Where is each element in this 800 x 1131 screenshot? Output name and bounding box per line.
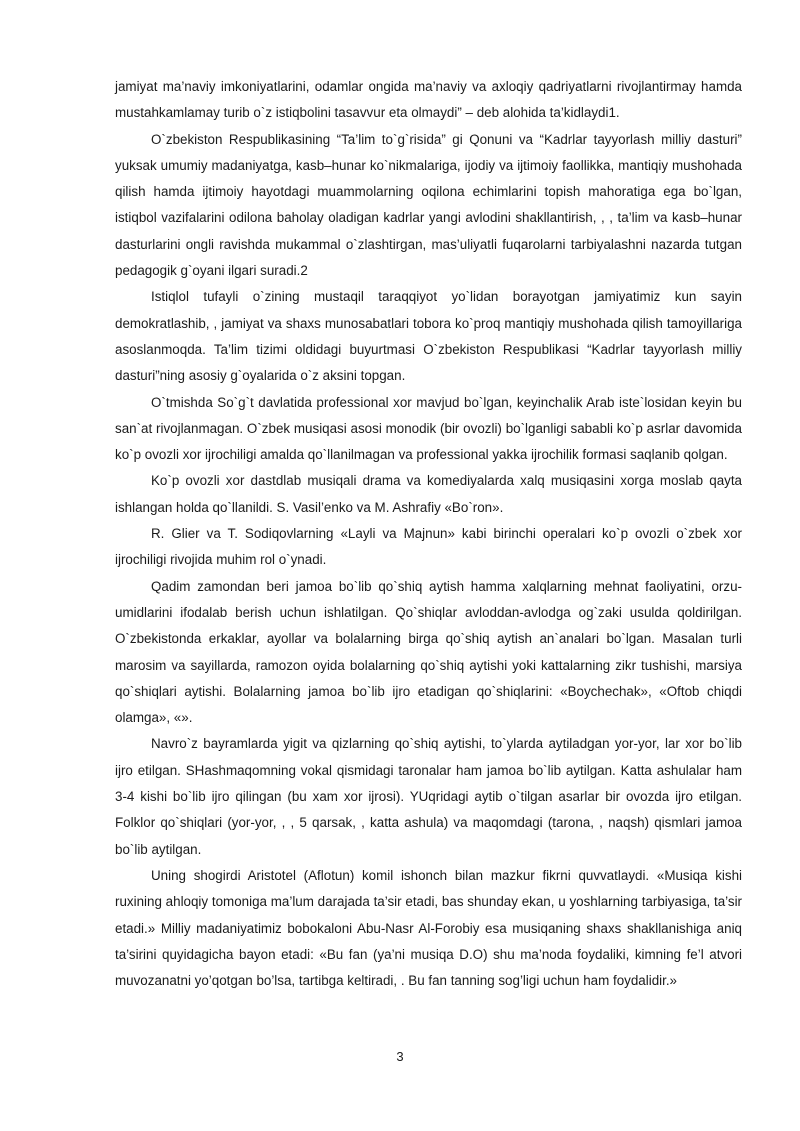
paragraph: Uning shogirdi Aristotel (Aflotun) komil ishonch bilan mazkur fikrni quvvatlaydi. «Musiqa kishi ruxining ahloqiy tomoniga ma’lum darajada ta’sir etadi, bas shunday ekan, u yoshlarning tarbiyasiga, ta’sir etadi.» Milliy madaniyatimiz bobokaloni Abu-Nasr Al-Forobiy esa musiqaning shaxs shakllanishiga aniq ta’sirini quyidagicha bayon etadi: «Bu fan (ya’ni musiqa D.O) shu ma’noda foydaliki, kimning fe’l atvori muvozanatni yo’qotgan bo’lsa, tartibga keltiradi, . Bu fan tanning sog’ligi uchun ham foydalidir.»	[115, 867, 742, 989]
page-number: 3	[396, 1049, 404, 1064]
paragraph: Navro`z bayramlarda yigit va qizlarning qo`shiq aytishi, to`ylarda aytiladgan yor-yor, lar xor bo`lib ijro etilgan. SHashmaqomning vokal qismidagi taronalar ham jamoa bo`lib aytilgan. Katta ashulalar ham 3-4 kishi bo`lib ijro qilingan (bu xam xor ijrosi). YUqridagi aytib o`tilgan asarlar bir ovozda ijro etilgan. Folklor qo`shiqlari (yor-yor, , , 5 qarsak, , katta ashula) va maqomdagi (tarona, , naqsh) qismlari jamoa bo`lib aytilgan.	[115, 736, 742, 857]
paragraph: Ko`p ovozli xor dastdlab musiqali drama va komediyalarda xalq musiqasini xorga moslab qayta ishlangan holda qo`llanildi. S. Vasil’enko va M. Ashrafiy «Bo`ron».	[115, 473, 742, 515]
paragraph: Istiqlol tufayli o`zining mustaqil taraqqiyot yo`lidan borayotgan jamiyatimiz kun sayin demokratlashib, , jamiyat va shaxs munosabatlari tobora ko`proq mantiqiy mushohada qilish tamoyillariga asoslanmoqda. Ta’lim tizimi oldidagi buyurtmasi O`zbekiston Respublikasi “Kadrlar tayyorlash milliy dasturi”ning asosiy g`oyalarida o`z aksini topgan.	[115, 289, 742, 384]
paragraph: O`tmishda So`g`t davlatida professional xor mavjud bo`lgan, keyinchalik Arab iste`losidan keyin bu san`at rivojlanmagan. O`zbek musiqasi asosi monodik (bir ovozli) bo`lganligi sababli ko`p asrlar davomida ko`p ovozli xor ijrochiligi amalda qo`llanilmagan va professional yakka ijrochilik formasi saqlanib qolgan.	[115, 394, 742, 463]
paragraph: O`zbekiston Respublikasining “Ta’lim to`g`risida” gi Qonuni va “Kadrlar tayyorlash milliy dasturi” yuksak umumiy madaniyatga, kasb–hunar ko`nikmalariga, ijodiy va ijtimoiy faollikka, mantiqiy mushohada qilish hamda ijtimoiy hayotdagi muammolarning oqilona echimlarini topish mahoratiga ega bo`lgan, istiqbol vazifalarini odilona baholay oladigan kadrlar yangi avlodini shakllantirish, , , ta’lim va kasb–hunar dasturlarini ongli ravishda mukammal o`zlashtirgan, mas’uliyatli fuqarolarni tarbiyalashni nazarda tutgan pedagogik g`oyani ilgari suradi.2	[115, 131, 742, 279]
paragraph: Qadim zamondan beri jamoa bo`lib qo`shiq aytish hamma xalqlarning mehnat faoliyatini, orzu-umidlarini ifodalab berish uchun ishlatilgan. Qo`shiqlar avloddan-avlodga og`zaki usulda qoldirilgan. O`zbekistonda erkaklar, ayollar va bolalarning birga qo`shiq aytish an`analari bo`lgan. Masalan turli marosim va sayillarda, ramozon oyida bolalarning qo`shiq aytishi yoki kattalarning zikr tushishi, marsiya qo`shiqlari aytishi. Bolalarning jamoa bo`lib ijro etadigan qo`shiqlarini: «Boychechak», «Oftob chiqdi olamga», «».	[115, 578, 742, 726]
paragraph-continuation: jamiyat ma’naviy imkoniyatlarini, odamlar ongida ma’naviy va axloqiy qadriyatlarni rivojlantirmay hamda mustahkamlamay turib o`z istiqbolini tasavvur eta olmaydi” – deb alohida ta’kidlaydi1.	[115, 79, 742, 121]
paragraph: R. Glier va T. Sodiqovlarning «Layli va Majnun» kabi birinchi operalari ko`p ovozli o`zbek xor ijrochiligi rivojida muhim rol o`ynadi.	[115, 526, 742, 568]
body-text	[115, 74, 742, 994]
